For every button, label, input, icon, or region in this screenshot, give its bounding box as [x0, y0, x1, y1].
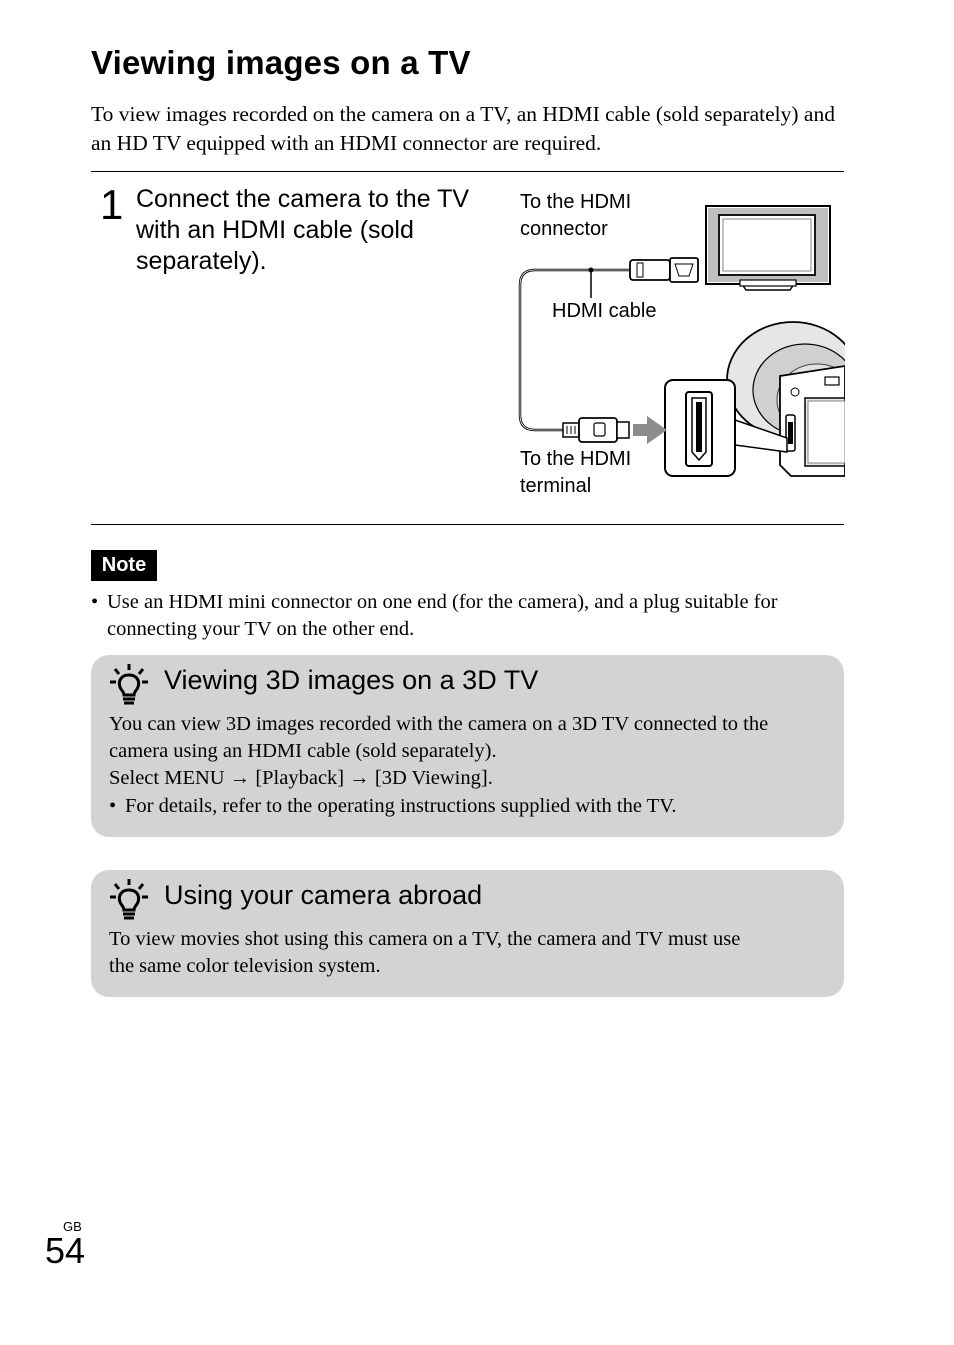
arrow-right-icon — [633, 416, 667, 444]
tip-3d-line-2: camera using an HDMI cable (sold separately). — [109, 740, 497, 762]
label-to-hdmi-terminal-line2: terminal — [520, 475, 592, 497]
tip-abroad-title: Using your camera abroad — [164, 880, 483, 910]
section-divider — [91, 524, 844, 525]
step-text: Connect the camera to the TV with an HDMI cable (sold separately). — [136, 185, 470, 275]
note-badge: Note — [91, 550, 157, 581]
tip-box-abroad — [91, 870, 844, 997]
lightbulb-icon — [109, 662, 149, 706]
label-hdmi-cable: HDMI cable — [552, 300, 657, 322]
hdmi-cable-line — [520, 270, 630, 430]
tip-3d-bullet-text: For details, refer to the operating instructions supplied with the TV. — [125, 795, 677, 817]
label-to-hdmi-connector-line1: To the HDMI — [520, 191, 632, 213]
tip-3d-title: Viewing 3D images on a 3D TV — [164, 665, 539, 695]
label-to-hdmi-terminal-line1: To the HDMI — [520, 448, 632, 470]
label-to-hdmi-connector-line2: connector — [520, 218, 608, 240]
tip-abroad-line-2: the same color television system. — [109, 955, 381, 977]
intro-paragraph: To view images recorded on the camera on a TV, an HDMI cable (sold separately) and an HD TV equipped with an HDMI connector are required. — [91, 102, 835, 155]
note-bullet-dot: • — [91, 591, 99, 613]
tip-3d-menu-path: Select MENU → [Playback] → [3D Viewing]. — [109, 767, 493, 789]
note-bullet-text-line1: Use an HDMI mini connector on one end (for the camera), and a plug suitable for — [107, 591, 778, 613]
figure-drawing — [505, 180, 845, 510]
lightbulb-icon — [109, 877, 149, 921]
top-divider — [91, 171, 844, 172]
tip-3d-line-1: You can view 3D images recorded with the camera on a 3D TV connected to the — [109, 713, 769, 735]
note-bullet-text-line2: connecting your TV on the other end. — [107, 618, 415, 640]
hdmi-connection-figure — [505, 180, 845, 510]
page-title: Viewing images on a TV — [91, 44, 471, 81]
page-number: 54 — [45, 1230, 86, 1271]
hdmi-mini-plug-icon — [563, 418, 629, 442]
region-label: GB — [63, 1219, 82, 1234]
camera-icon — [727, 322, 845, 476]
tip-3d-bullet-dot: • — [109, 795, 117, 817]
tip-box-3d-tv — [91, 655, 844, 837]
tv-icon — [706, 206, 830, 290]
tip-abroad-line-1: To view movies shot using this camera on a TV, the camera and TV must use — [109, 928, 741, 950]
step-number: 1 — [100, 181, 124, 228]
hdmi-plug-icon — [630, 258, 698, 282]
